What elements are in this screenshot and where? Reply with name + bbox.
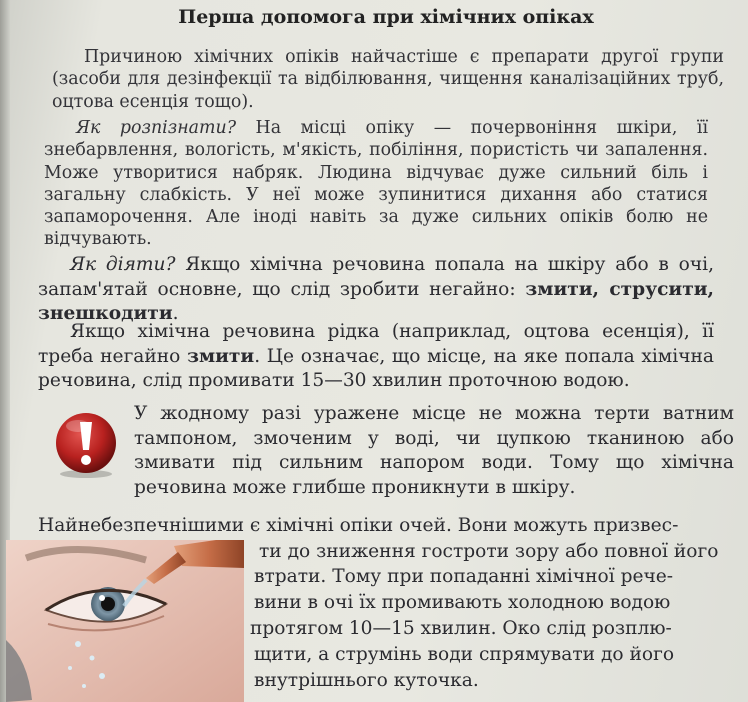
recognize-lead: Як розпізнати? xyxy=(76,118,237,138)
action-bold: змити, струсити, знешкодити xyxy=(38,278,714,325)
eyes-line: внутрішнього куточка. xyxy=(254,670,479,691)
warning-text: У жодному разі уражене місце не можна терти ватним тампоном, змоченим у воді, чи цупкою тканиною або змивати під сильним напором води. Тому що хімічна речовина може глибше проникнути в шкіру. xyxy=(134,403,734,498)
liquid-bold: змити xyxy=(187,345,255,367)
action-lead: Як діяти? xyxy=(70,254,176,275)
eyes-line: вини в очі їх промивають холодною водою xyxy=(254,592,671,613)
eyes-line: ти до зниження гостроти зору або повної його xyxy=(259,541,719,562)
intro-paragraph: Причиною хімічних опіків найчастіше є препарати другої групи (засоби для дезінфекції та відбілювання, чищення каналізаційних труб, оцтова есенція тощо). xyxy=(52,47,724,112)
eye-rinse-illustration xyxy=(6,540,244,702)
action-end: . xyxy=(172,303,179,325)
action-paragraph xyxy=(38,253,714,327)
liquid-post: . Це означає, що місце, на яке попала хімічна речовина, слід промивати 15—30 хвилин проточною водою. xyxy=(38,345,714,392)
eyes-first-line: Найнебезпечнішими є хімічні опіки очей. Вони можуть призвес- xyxy=(38,515,679,536)
liquid-pre: Якщо хімічна речовина рідка (наприклад, оцтова есенція), її треба негайно xyxy=(38,321,714,367)
eyes-line: протягом 10—15 хвилин. Око слід розплю- xyxy=(250,618,672,639)
recognize-paragraph xyxy=(44,117,708,251)
recognize-text: На місці опіку — почервоніння шкіри, її знебарвлення, вологість, м'якість, побіління, пористість чи запалення. Може утворитися набряк. Людина відчуває дуже сильний біль і загальну слабкість. У неї може зупинитися дихання або статися запаморочення. Але іноді навіть за дуже сильних опіків болю не відчувають. xyxy=(44,118,709,250)
page-title: Перша допомога при хімічних опіках xyxy=(178,6,594,28)
action-text: Якщо хімічна речовина попала на шкіру або в очі, запам'ятай основне, що слід зробити негайно: xyxy=(38,254,714,300)
eyes-line: щити, а струмінь води спрямувати до його xyxy=(254,644,675,665)
exclamation-icon xyxy=(50,410,122,480)
liquid-paragraph xyxy=(38,320,714,394)
eyes-line: втрати. Тому при попаданні хімічної рече- xyxy=(254,566,674,587)
